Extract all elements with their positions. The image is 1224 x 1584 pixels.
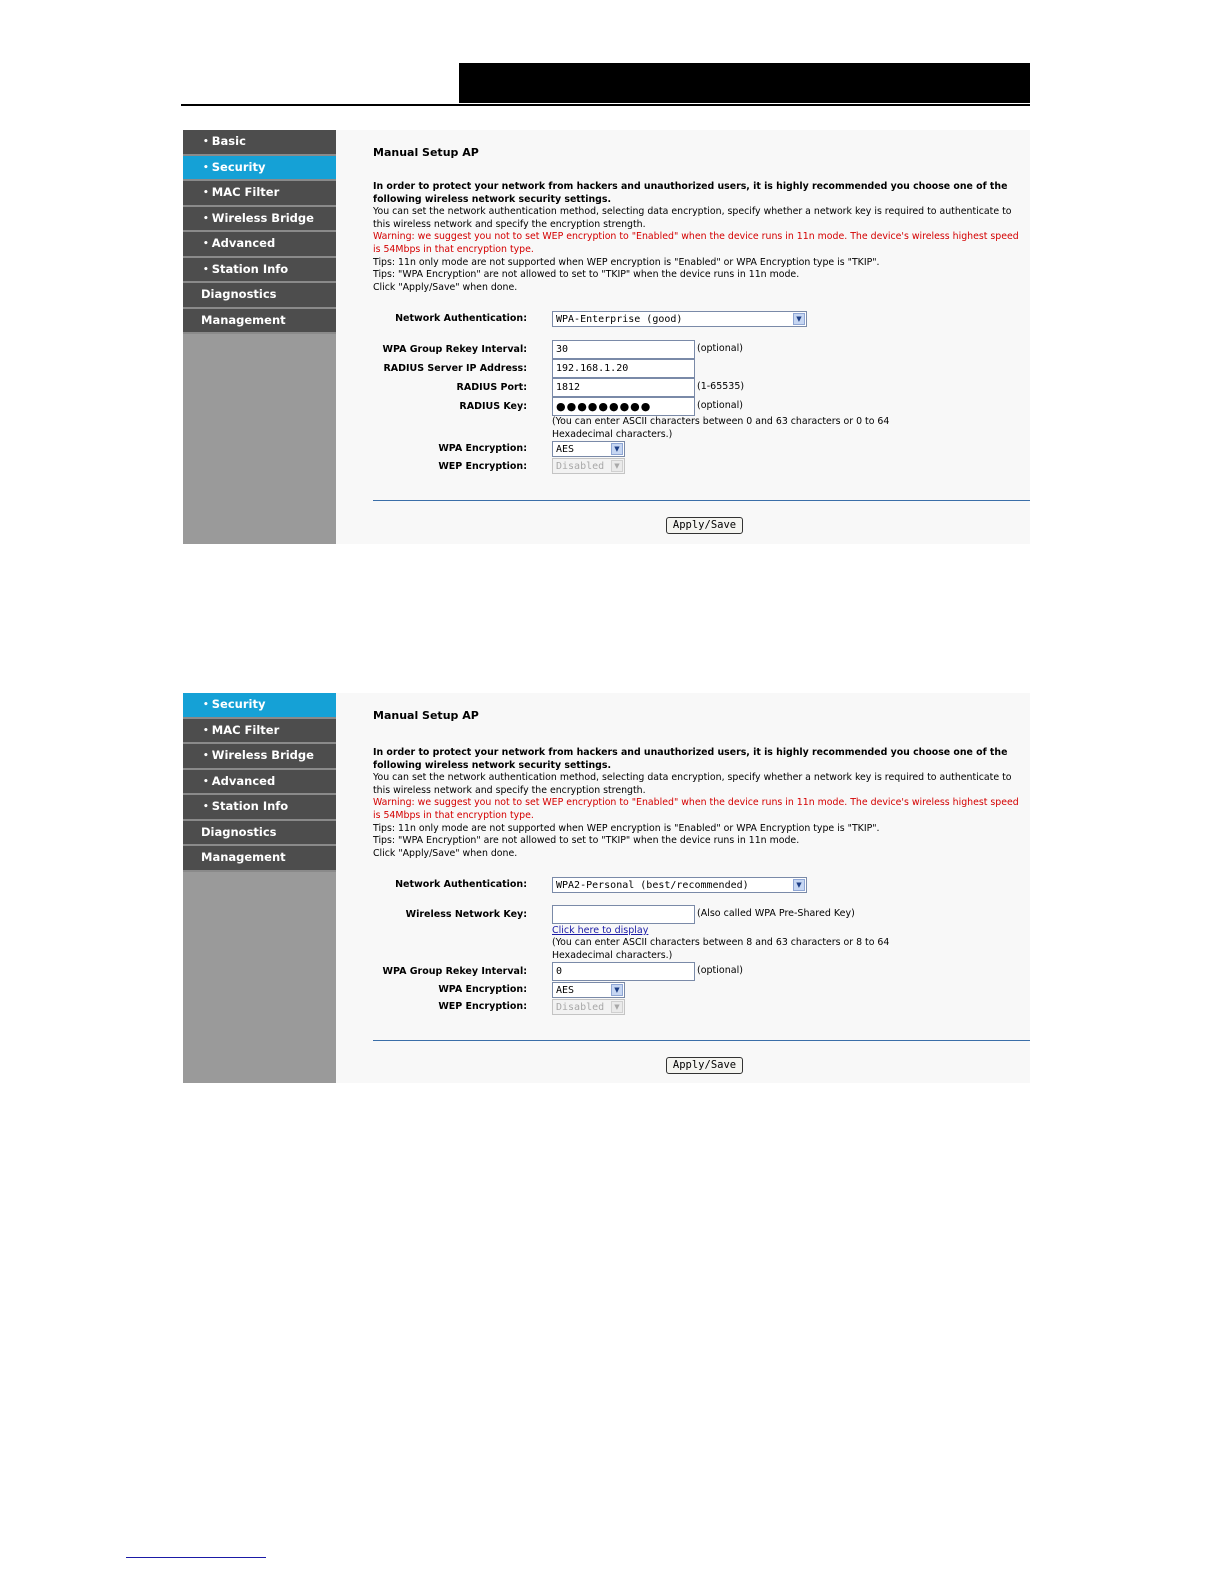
rekey-interval-input[interactable]: 0 — [552, 962, 695, 981]
header-rule — [181, 104, 1030, 106]
radius-key-masked: ●●●●●●●●● — [556, 400, 652, 413]
form-divider — [373, 500, 1030, 501]
network-auth-value: WPA2-Personal (best/recommended) — [556, 880, 749, 891]
radius-port-label: RADIUS Port: — [456, 382, 527, 393]
network-auth-label: Network Authentication: — [395, 313, 527, 324]
wpa-encryption-value: AES — [556, 444, 575, 455]
radius-port-note: (1-65535) — [697, 381, 745, 392]
chevron-down-icon: ▼ — [611, 984, 623, 996]
intro-description: You can set the network authentication method, selecting data encryption, specify whether a network key is required to authenticate to this wireless network and specify the encryption strength. — [373, 772, 1012, 796]
nav-item-diagnostics[interactable]: Diagnostics — [183, 283, 336, 309]
rekey-interval-label: WPA Group Rekey Interval: — [382, 344, 527, 355]
wep-encryption-label: WEP Encryption: — [438, 461, 527, 472]
wpa-encryption-value: AES — [556, 985, 575, 996]
wpa-encryption-label: WPA Encryption: — [438, 984, 527, 995]
chevron-down-icon: ▼ — [611, 1001, 623, 1013]
click-instruction: Click "Apply/Save" when done. — [373, 281, 518, 293]
main-content — [373, 693, 1030, 1083]
form-divider — [373, 1040, 1030, 1041]
network-key-input[interactable] — [552, 905, 695, 924]
page-title: Manual Setup AP — [373, 146, 479, 159]
chevron-down-icon: ▼ — [793, 879, 805, 891]
rekey-interval-note: (optional) — [697, 965, 743, 976]
apply-save-button[interactable]: Apply/Save — [666, 1057, 743, 1074]
network-key-label: Wireless Network Key: — [405, 909, 527, 920]
nav-item-management[interactable]: Management — [183, 846, 336, 872]
network-auth-value: WPA-Enterprise (good) — [556, 314, 683, 325]
nav-item-advanced[interactable]: • Advanced — [183, 232, 336, 258]
rekey-interval-label: WPA Group Rekey Interval: — [382, 966, 527, 977]
network-key-note: (Also called WPA Pre-Shared Key) — [697, 908, 855, 919]
main-content — [373, 130, 1030, 544]
wep-encryption-select — [552, 999, 625, 1015]
radius-key-note: (optional) — [697, 400, 743, 411]
warning-text: Warning: we suggest you not to set WEP encryption to "Enabled" when the device runs in 11n mode. The device's wireless highest speed is 54Mbps in that encryption type. — [373, 231, 1019, 255]
nav-item-management[interactable]: Management — [183, 309, 336, 335]
apply-save-button[interactable]: Apply/Save — [666, 517, 743, 534]
network-auth-select[interactable] — [552, 877, 807, 893]
nav-item-diagnostics[interactable]: Diagnostics — [183, 821, 336, 847]
intro-bold: In order to protect your network from hackers and unauthorized users, it is highly recommended you choose one of the following wireless network security settings. — [373, 181, 1008, 205]
nav-item-wireless-bridge[interactable]: • Wireless Bridge — [183, 207, 336, 233]
radius-ip-label: RADIUS Server IP Address: — [383, 363, 527, 374]
header-banner — [459, 63, 1030, 103]
chevron-down-icon: ▼ — [793, 313, 805, 325]
nav-item-security[interactable]: • Security — [183, 693, 336, 719]
radius-key-label: RADIUS Key: — [459, 401, 527, 412]
intro-text — [373, 747, 1023, 860]
nav-item-wireless-bridge[interactable]: • Wireless Bridge — [183, 744, 336, 770]
click-instruction: Click "Apply/Save" when done. — [373, 847, 518, 859]
display-key-link[interactable]: Click here to display — [552, 925, 649, 936]
ascii-note: (You can enter ASCII characters between 8 and 63 characters or 8 to 64 Hexadecimal characters.) — [552, 937, 890, 961]
screenshot-wpa2-personal — [183, 693, 1030, 1083]
network-auth-select[interactable] — [552, 311, 807, 327]
footer-rule — [126, 1557, 266, 1558]
nav-item-station-info[interactable]: • Station Info — [183, 258, 336, 284]
wpa-encryption-label: WPA Encryption: — [438, 443, 527, 454]
sidebar-nav — [183, 693, 336, 1083]
tip-text-1: Tips: 11n only mode are not supported when WEP encryption is "Enabled" or WPA Encryption type is "TKIP". — [373, 822, 880, 834]
sidebar-nav — [183, 130, 336, 544]
tip-text-1: Tips: 11n only mode are not supported when WEP encryption is "Enabled" or WPA Encryption type is "TKIP". — [373, 256, 880, 268]
ascii-note: (You can enter ASCII characters between 0 and 63 characters or 0 to 64 Hexadecimal characters.) — [552, 416, 890, 440]
radius-key-input[interactable] — [552, 397, 695, 416]
wep-encryption-value: Disabled — [556, 461, 605, 472]
wep-encryption-label: WEP Encryption: — [438, 1001, 527, 1012]
wep-encryption-select — [552, 458, 625, 474]
tip-text-2: Tips: "WPA Encryption" are not allowed to set to "TKIP" when the device runs in 11n mode. — [373, 835, 800, 847]
wpa-encryption-select[interactable] — [552, 982, 625, 998]
nav-item-basic[interactable]: • Basic — [183, 130, 336, 156]
intro-bold: In order to protect your network from hackers and unauthorized users, it is highly recommended you choose one of the following wireless network security settings. — [373, 747, 1008, 771]
nav-item-security[interactable]: • Security — [183, 156, 336, 182]
intro-description: You can set the network authentication method, selecting data encryption, specify whether a network key is required to authenticate to this wireless network and specify the encryption strength. — [373, 206, 1012, 230]
intro-text — [373, 181, 1023, 294]
tip-text-2: Tips: "WPA Encryption" are not allowed to set to "TKIP" when the device runs in 11n mode. — [373, 269, 800, 281]
nav-item-advanced[interactable]: • Advanced — [183, 770, 336, 796]
warning-text: Warning: we suggest you not to set WEP encryption to "Enabled" when the device runs in 11n mode. The device's wireless highest speed is 54Mbps in that encryption type. — [373, 797, 1019, 821]
wep-encryption-value: Disabled — [556, 1002, 605, 1013]
rekey-interval-note: (optional) — [697, 343, 743, 354]
nav-item-station-info[interactable]: • Station Info — [183, 795, 336, 821]
nav-item-mac-filter[interactable]: • MAC Filter — [183, 719, 336, 745]
nav-item-mac-filter[interactable]: • MAC Filter — [183, 181, 336, 207]
wpa-encryption-select[interactable] — [552, 441, 625, 457]
page-title: Manual Setup AP — [373, 709, 479, 722]
screenshot-wpa-enterprise — [183, 130, 1030, 544]
network-auth-label: Network Authentication: — [395, 879, 527, 890]
chevron-down-icon: ▼ — [611, 460, 623, 472]
radius-ip-input[interactable]: 192.168.1.20 — [552, 359, 695, 378]
rekey-interval-input[interactable]: 30 — [552, 340, 695, 359]
chevron-down-icon: ▼ — [611, 443, 623, 455]
radius-port-input[interactable]: 1812 — [552, 378, 695, 397]
